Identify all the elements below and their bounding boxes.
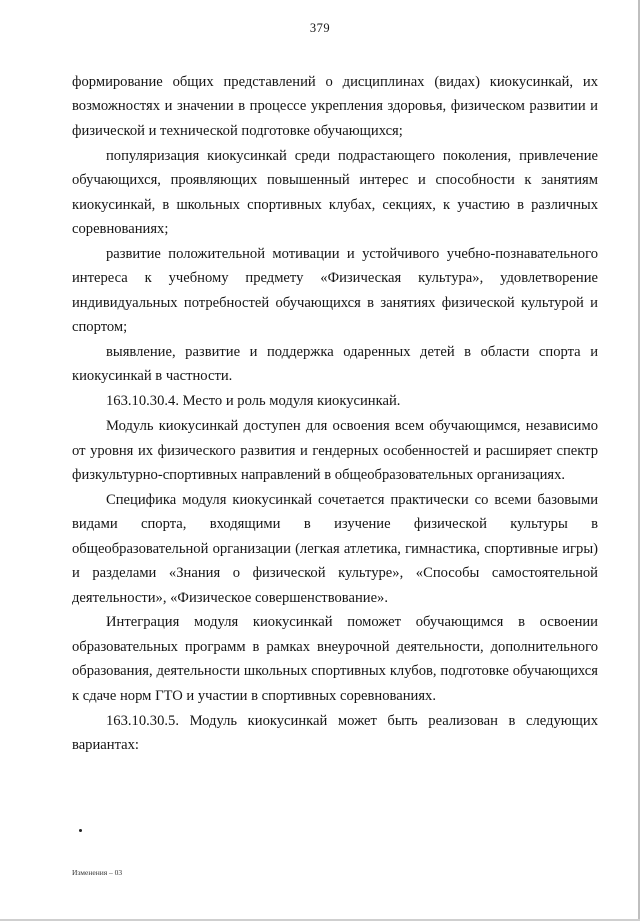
bullet-marker bbox=[79, 829, 82, 832]
paragraph-module-availability: Модуль киокусинкай доступен для освоения всем обучающимся, независимо от уровня их физического развития и гендерных особенностей и расширяет спектр физкультурно-спортивных направлений в общеобразовательных организациях. bbox=[72, 418, 598, 483]
paragraph-module-specifics: Специфика модуля киокусинкай сочетается практически со всеми базовыми видами спорта, входящими в изучение физической культуры в общеобразовательной организации (легкая атлетика, гимнастика, спортивные игры) и разделами «Знания о физической культуре», «Способы самостоятельной деятельности», «Физическое совершенствование». bbox=[72, 491, 598, 606]
section-heading-place-and-role: 163.10.30.4. Место и роль модуля киокусинкай. bbox=[106, 393, 401, 410]
paragraph-goal-motivation: развитие положительной мотивации и устойчивого учебно-познавательного интереса к учебному предмету «Физическая культура», удовлетворение индивидуальных потребностей обучающихся в занятиях физической культурой и спортом; bbox=[72, 245, 598, 336]
paragraph-module-integration: Интеграция модуля киокусинкай поможет обучающимся в освоении образовательных программ в рамках внеурочной деятельности, дополнительного образования, деятельности школьных спортивных клубов, подготовке обучающихся к сдаче норм ГТО и участии в спортивных соревнованиях. bbox=[72, 614, 598, 704]
page-body bbox=[72, 70, 598, 757]
paragraph-goal-gifted-children: выявление, развитие и поддержка одаренных детей в области спорта и киокусинкай в частности. bbox=[72, 343, 598, 385]
footer-revision: Изменения – 03 bbox=[72, 868, 123, 877]
page-number: 379 bbox=[309, 21, 331, 35]
section-heading-implementation-variants: 163.10.30.5. Модуль киокусинкай может быть реализован в следующих вариантах: bbox=[72, 712, 598, 753]
paragraph-goal-general-ideas: формирование общих представлений о дисциплинах (видах) киокусинкай, их возможностях и значении в процессе укрепления здоровья, физическом развитии и физической и технической подготовке обучающихся; bbox=[72, 74, 598, 139]
paragraph-goal-popularization: популяризация киокусинкай среди подрастающего поколения, привлечение обучающихся, проявляющих повышенный интерес и способности к занятиям киокусинкай, в школьных спортивных клубах, секциях, к участию в различных соревнованиях; bbox=[72, 147, 598, 237]
